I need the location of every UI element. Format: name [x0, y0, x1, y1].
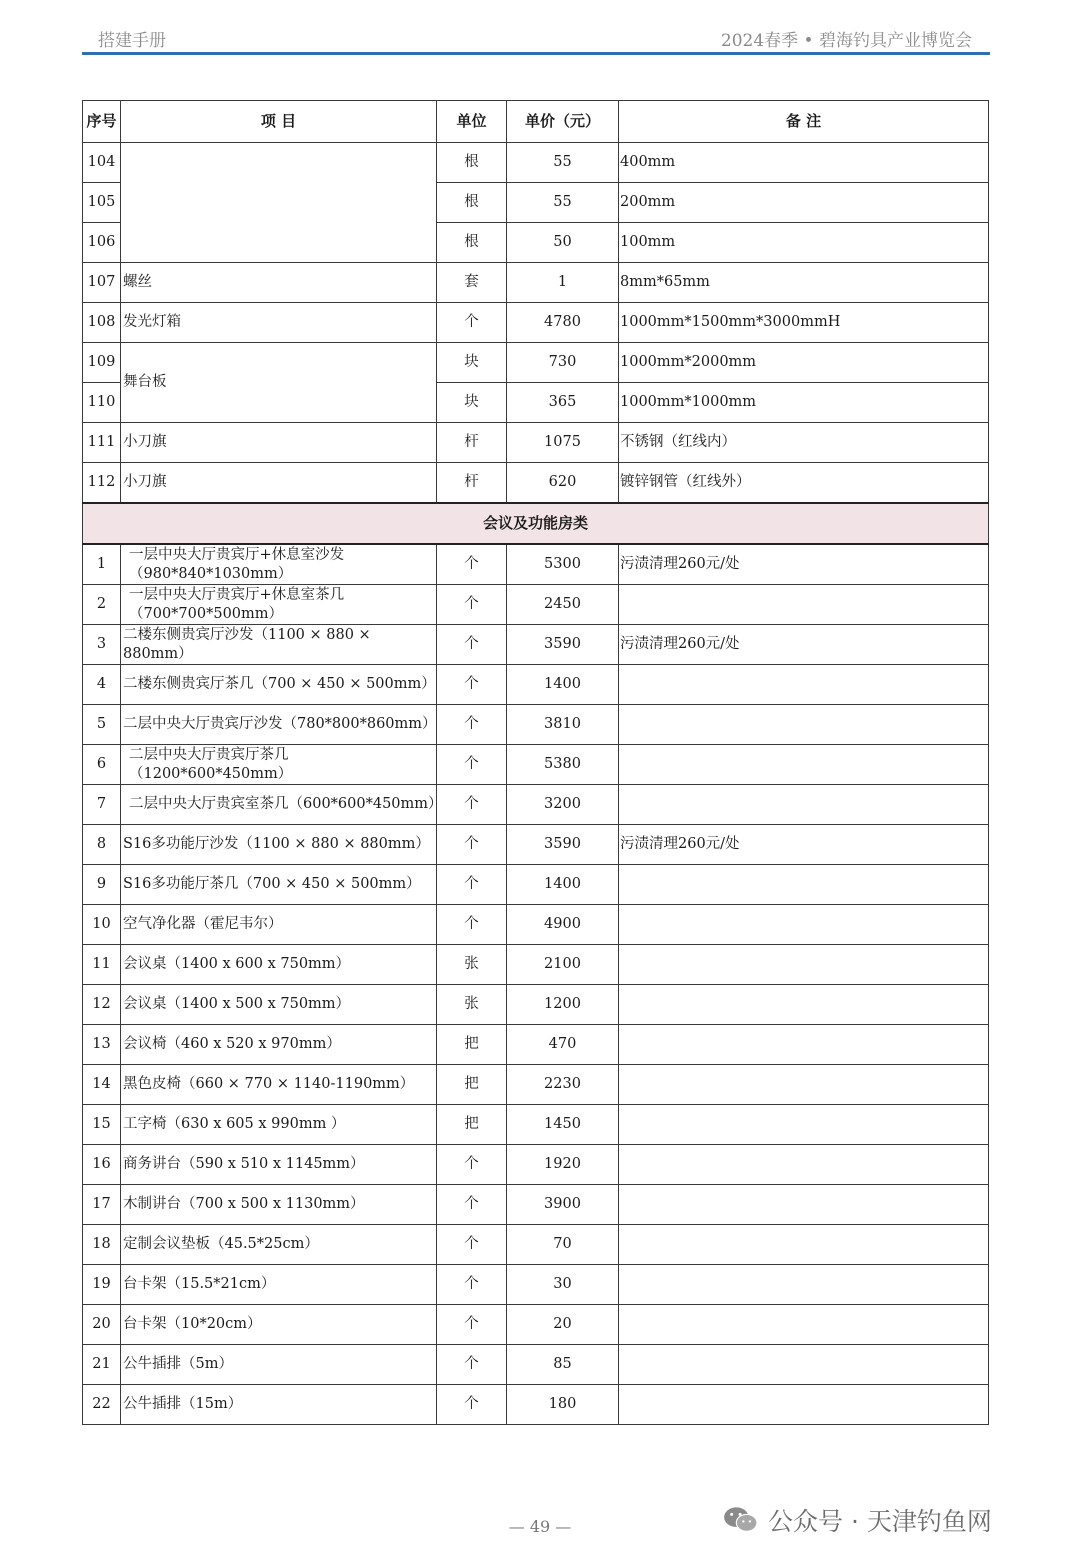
table-row: [83, 263, 989, 303]
table-row: [83, 785, 989, 825]
row-unit: 个: [437, 705, 507, 745]
row-note: [619, 985, 989, 1025]
row-note: [619, 905, 989, 945]
row-note: 8mm*65mm: [619, 263, 989, 303]
table-row: [83, 665, 989, 705]
row-item: 二层中央大厅贵宾厅茶几（1200*600*450mm）: [121, 745, 437, 785]
row-note: 污渍清理260元/处: [619, 544, 989, 585]
row-price: 55: [507, 183, 619, 223]
table-row: [83, 1345, 989, 1385]
meeting-rooms-rows: [83, 544, 989, 1425]
row-no: 13: [83, 1025, 121, 1065]
table-row: [83, 705, 989, 745]
header-divider: [82, 52, 990, 55]
row-price: 730: [507, 343, 619, 383]
row-price: 5380: [507, 745, 619, 785]
row-note: 不锈钢（红线内）: [619, 423, 989, 463]
row-price: 3200: [507, 785, 619, 825]
row-price: 2230: [507, 1065, 619, 1105]
row-unit: 个: [437, 1225, 507, 1265]
header-expo-title: 2024春季 • 碧海钓具产业博览会: [720, 31, 972, 51]
row-no: 20: [83, 1305, 121, 1345]
row-price: 4900: [507, 905, 619, 945]
row-no: 9: [83, 865, 121, 905]
row-note: 污渍清理260元/处: [619, 625, 989, 665]
row-price: 620: [507, 463, 619, 504]
row-note: 1000mm*1500mm*3000mmH: [619, 303, 989, 343]
row-unit: 张: [437, 945, 507, 985]
row-unit: 杆: [437, 423, 507, 463]
row-item: 空气净化器（霍尼韦尔）: [121, 905, 437, 945]
row-item: [121, 625, 437, 665]
row-price: 4780: [507, 303, 619, 343]
table-row: [83, 745, 989, 785]
table-row: [83, 1185, 989, 1225]
row-no: 17: [83, 1185, 121, 1225]
row-item-merged: 舞台板: [121, 343, 437, 423]
row-unit: 根: [437, 183, 507, 223]
row-item: 会议桌（1400 x 500 x 750mm）: [121, 985, 437, 1025]
row-unit: 个: [437, 625, 507, 665]
table-row: [83, 1265, 989, 1305]
table-row: [83, 1105, 989, 1145]
row-note: [619, 785, 989, 825]
row-item: 二层中央大厅贵宾厅沙发（780*800*860mm）: [121, 705, 437, 745]
row-note: 400mm: [619, 143, 989, 183]
table-row: [83, 1305, 989, 1345]
row-note: [619, 1065, 989, 1105]
row-no: 106: [83, 223, 121, 263]
row-item: 小刀旗: [121, 423, 437, 463]
row-unit: 个: [437, 665, 507, 705]
row-note: 污渍清理260元/处: [619, 825, 989, 865]
row-note: [619, 1025, 989, 1065]
table-row: [83, 585, 989, 625]
row-item: 二楼东侧贵宾厅茶几（700 × 450 × 500mm）: [121, 665, 437, 705]
row-unit: 张: [437, 985, 507, 1025]
row-item: 小刀旗: [121, 463, 437, 504]
table-row: [83, 945, 989, 985]
row-price: 365: [507, 383, 619, 423]
row-item: 黑色皮椅（660 × 770 × 1140-1190mm）: [121, 1065, 437, 1105]
row-unit: 个: [437, 1185, 507, 1225]
section-header-row: [83, 503, 989, 544]
row-no: 108: [83, 303, 121, 343]
row-no: 112: [83, 463, 121, 504]
section-title: 会议及功能房类: [83, 503, 989, 544]
header-note: 备 注: [619, 101, 989, 143]
row-no: 10: [83, 905, 121, 945]
table-row: [83, 1385, 989, 1425]
row-no: 110: [83, 383, 121, 423]
row-no: 7: [83, 785, 121, 825]
header-item: 项 目: [121, 101, 437, 143]
row-item: S16多功能厅茶几（700 × 450 × 500mm）: [121, 865, 437, 905]
table-row: [83, 985, 989, 1025]
row-item: 发光灯箱: [121, 303, 437, 343]
row-no: 107: [83, 263, 121, 303]
watermark: [722, 1500, 992, 1540]
row-note: [619, 1265, 989, 1305]
page-number: — 49 —: [508, 1517, 572, 1536]
wechat-icon: [722, 1505, 760, 1535]
row-item: S16多功能厅沙发（1100 × 880 × 880mm）: [121, 825, 437, 865]
row-item: 工字椅（630 x 605 x 990mm ）: [121, 1105, 437, 1145]
table-row: [83, 1225, 989, 1265]
row-item-line: 一层中央大厅贵宾厅+休息室茶几: [129, 587, 345, 604]
row-unit: 个: [437, 1305, 507, 1345]
row-item-line: 二楼东侧贵宾厅沙发（1100 × 880 ×: [123, 627, 371, 644]
row-price: 470: [507, 1025, 619, 1065]
row-price: 1400: [507, 865, 619, 905]
table-row: [83, 343, 989, 383]
row-item: 台卡架（15.5*21cm）: [121, 1265, 437, 1305]
row-note: [619, 1225, 989, 1265]
row-no: 12: [83, 985, 121, 1025]
header-unit: 单位: [437, 101, 507, 143]
table-row: [83, 1065, 989, 1105]
row-note: 100mm: [619, 223, 989, 263]
table-row: [83, 143, 989, 183]
row-price: 3590: [507, 625, 619, 665]
row-price: 20: [507, 1305, 619, 1345]
row-no: 8: [83, 825, 121, 865]
row-unit: 个: [437, 1385, 507, 1425]
row-price: 50: [507, 223, 619, 263]
row-no: 15: [83, 1105, 121, 1145]
row-item: 定制会议垫板（45.5*25cm）: [121, 1225, 437, 1265]
row-unit: 个: [437, 865, 507, 905]
row-unit: 个: [437, 585, 507, 625]
row-price: 1450: [507, 1105, 619, 1145]
row-unit: 个: [437, 905, 507, 945]
row-price: 5300: [507, 544, 619, 585]
table-row: [83, 625, 989, 665]
row-no: 6: [83, 745, 121, 785]
row-unit: 个: [437, 1145, 507, 1185]
row-no: 4: [83, 665, 121, 705]
table-row: [83, 825, 989, 865]
row-price: 2100: [507, 945, 619, 985]
row-item-line: （700*700*500mm）: [129, 605, 284, 622]
row-note: [619, 665, 989, 705]
row-unit: 个: [437, 303, 507, 343]
row-note: [619, 1385, 989, 1425]
row-no: 14: [83, 1065, 121, 1105]
table-row: [83, 544, 989, 585]
row-item: 木制讲台（700 x 500 x 1130mm）: [121, 1185, 437, 1225]
table-row: [83, 865, 989, 905]
watermark-text: 公众号 · 天津钓鱼网: [768, 1507, 992, 1536]
row-no: 18: [83, 1225, 121, 1265]
row-item: 会议桌（1400 x 600 x 750mm）: [121, 945, 437, 985]
row-item-line: （980*840*1030mm）: [129, 565, 293, 582]
row-item: 公牛插排（5m）: [121, 1345, 437, 1385]
row-item: 二层中央大厅贵宾室茶几（600*600*450mm）: [121, 785, 437, 825]
row-unit: 个: [437, 745, 507, 785]
table-row: [83, 905, 989, 945]
row-note: [619, 1185, 989, 1225]
row-price: 180: [507, 1385, 619, 1425]
row-unit: 把: [437, 1025, 507, 1065]
row-price: 1: [507, 263, 619, 303]
row-price: 3810: [507, 705, 619, 745]
table-header-row: [83, 101, 989, 143]
row-unit: 杆: [437, 463, 507, 504]
row-no: 22: [83, 1385, 121, 1425]
row-unit: 根: [437, 223, 507, 263]
row-unit: 个: [437, 825, 507, 865]
row-note: [619, 705, 989, 745]
row-item-merged: [121, 143, 437, 263]
row-unit: 个: [437, 1265, 507, 1305]
row-note: 1000mm*2000mm: [619, 343, 989, 383]
row-no: 105: [83, 183, 121, 223]
row-no: 111: [83, 423, 121, 463]
row-price: 3900: [507, 1185, 619, 1225]
page-header: [82, 22, 990, 54]
table-row: [83, 1145, 989, 1185]
price-table: [82, 100, 989, 1425]
row-unit: 套: [437, 263, 507, 303]
row-price: 1920: [507, 1145, 619, 1185]
row-no: 109: [83, 343, 121, 383]
table-row: [83, 1025, 989, 1065]
row-note: [619, 945, 989, 985]
row-item: 公牛插排（15m）: [121, 1385, 437, 1425]
row-item: [121, 585, 437, 625]
row-no: 5: [83, 705, 121, 745]
row-no: 19: [83, 1265, 121, 1305]
header-manual-title: 搭建手册: [98, 31, 166, 51]
row-unit: 块: [437, 383, 507, 423]
row-note: [619, 1305, 989, 1345]
row-price: 85: [507, 1345, 619, 1385]
row-no: 21: [83, 1345, 121, 1385]
row-note: 镀锌钢管（红线外）: [619, 463, 989, 504]
row-item: [121, 544, 437, 585]
table-row: [83, 463, 989, 504]
row-price: 70: [507, 1225, 619, 1265]
row-note: [619, 865, 989, 905]
row-note: 200mm: [619, 183, 989, 223]
row-item-line: 一层中央大厅贵宾厅+休息室沙发: [129, 547, 345, 564]
row-price: 30: [507, 1265, 619, 1305]
row-no: 104: [83, 143, 121, 183]
row-no: 2: [83, 585, 121, 625]
row-price: 2450: [507, 585, 619, 625]
row-note: [619, 1145, 989, 1185]
row-price: 1200: [507, 985, 619, 1025]
row-note: [619, 745, 989, 785]
row-price: 3590: [507, 825, 619, 865]
row-price: 1075: [507, 423, 619, 463]
row-no: 1: [83, 544, 121, 585]
row-unit: 块: [437, 343, 507, 383]
row-no: 3: [83, 625, 121, 665]
row-item: 螺丝: [121, 263, 437, 303]
row-note: [619, 1105, 989, 1145]
row-item: 商务讲台（590 x 510 x 1145mm）: [121, 1145, 437, 1185]
row-no: 11: [83, 945, 121, 985]
row-unit: 个: [437, 1345, 507, 1385]
row-price: 1400: [507, 665, 619, 705]
row-unit: 个: [437, 785, 507, 825]
table-row: [83, 303, 989, 343]
row-unit: 根: [437, 143, 507, 183]
row-no: 16: [83, 1145, 121, 1185]
row-item: 会议椅（460 x 520 x 970mm）: [121, 1025, 437, 1065]
row-note: [619, 1345, 989, 1385]
row-item: 台卡架（10*20cm）: [121, 1305, 437, 1345]
row-item-line: 880mm）: [123, 645, 193, 662]
row-unit: 把: [437, 1065, 507, 1105]
header-price: 单价（元）: [507, 101, 619, 143]
row-unit: 把: [437, 1105, 507, 1145]
row-note: [619, 585, 989, 625]
header-no: 序号: [83, 101, 121, 143]
table-row: [83, 423, 989, 463]
row-note: 1000mm*1000mm: [619, 383, 989, 423]
row-price: 55: [507, 143, 619, 183]
row-unit: 个: [437, 544, 507, 585]
